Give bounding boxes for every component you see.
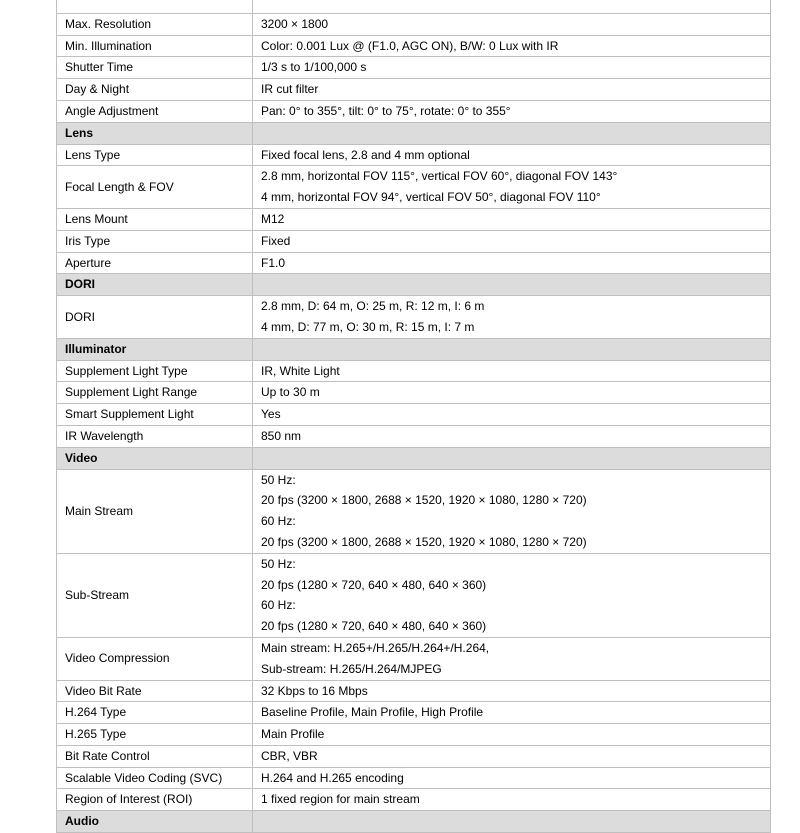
spec-label: Main Stream (57, 469, 253, 553)
spec-row-main-stream (57, 469, 771, 553)
spec-row-h-265-type (57, 724, 771, 746)
spec-value-line: 50 Hz: (261, 472, 296, 487)
section-fill (253, 338, 771, 360)
spec-label: Aperture (57, 252, 253, 274)
spec-value-line: 2.8 mm, D: 64 m, O: 25 m, R: 12 m, I: 6 m (261, 299, 485, 314)
spec-value (253, 702, 771, 724)
spec-row-focal-length-fov (57, 166, 771, 209)
spec-table (56, 0, 771, 833)
spec-label: Shutter Time (57, 57, 253, 79)
spec-value-line: 1 fixed region for main stream (261, 792, 420, 807)
section-header-video (57, 447, 771, 469)
spec-label: Lens Type (57, 144, 253, 166)
spec-value (253, 79, 771, 101)
spec-row-supplement-light-type (57, 360, 771, 382)
spec-label (57, 0, 253, 13)
spec-label: Sub-Stream (57, 553, 253, 637)
section-fill (253, 811, 771, 833)
section-fill (253, 447, 771, 469)
spec-value (253, 404, 771, 426)
spec-value (253, 57, 771, 79)
spec-value-line: 60 Hz: (261, 514, 296, 529)
spec-value-line: F1.0 (261, 255, 286, 270)
spec-value-line: 4 mm, horizontal FOV 94°, vertical FOV 50°, diagonal FOV 110° (261, 190, 601, 205)
section-header-audio (57, 811, 771, 833)
spec-value-line: CBR, VBR (261, 748, 318, 763)
spec-label: Video Compression (57, 637, 253, 680)
spec-value-line: Main stream: H.265+/H.265/H.264+/H.264, (261, 640, 490, 655)
spec-value-line: IR, White Light (261, 363, 340, 378)
spec-row-day-night (57, 79, 771, 101)
spec-value-line: Color: 0.001 Lux @ (F1.0, AGC ON), B/W: 0 Lux with IR (261, 38, 559, 53)
spec-row-smart-supplement-light (57, 404, 771, 426)
spec-row-video-bit-rate (57, 680, 771, 702)
spec-label: Angle Adjustment (57, 100, 253, 122)
spec-label: DORI (57, 296, 253, 339)
spec-label: Region of Interest (ROI) (57, 789, 253, 811)
spec-row-angle-adjustment (57, 100, 771, 122)
spec-value-line: 1/3 s to 1/100,000 s (261, 60, 367, 75)
spec-value (253, 144, 771, 166)
section-fill (253, 122, 771, 144)
spec-label: H.265 Type (57, 724, 253, 746)
spec-label: Min. Illumination (57, 35, 253, 57)
spec-row-iris-type (57, 230, 771, 252)
spec-value-line: 850 nm (261, 428, 302, 443)
spec-value (253, 166, 771, 209)
spec-row-shutter-time (57, 57, 771, 79)
spec-value-line: 20 fps (3200 × 1800, 2688 × 1520, 1920 × 1080, 1280 × 720) (261, 493, 587, 508)
spec-value (253, 637, 771, 680)
spec-value-line: 3200 × 1800 (261, 16, 329, 31)
spec-row-blank (57, 0, 771, 13)
spec-value (253, 382, 771, 404)
spec-value-line: Yes (261, 407, 281, 422)
spec-label: Video Bit Rate (57, 680, 253, 702)
spec-value-line: Fixed focal lens, 2.8 and 4 mm optional (261, 147, 470, 162)
section-title: Video (57, 447, 253, 469)
spec-value-line: 20 fps (3200 × 1800, 2688 × 1520, 1920 × 1080, 1280 × 720) (261, 534, 587, 549)
spec-value-line: 60 Hz: (261, 598, 296, 613)
spec-row-min-illumination (57, 35, 771, 57)
spec-label: Max. Resolution (57, 13, 253, 35)
spec-value (253, 680, 771, 702)
spec-label: Bit Rate Control (57, 745, 253, 767)
spec-value (253, 0, 771, 13)
spec-value-line: 20 fps (1280 × 720, 640 × 480, 640 × 360) (261, 619, 487, 634)
spec-value-line: Fixed (261, 233, 291, 248)
section-fill (253, 274, 771, 296)
spec-value-line: 2.8 mm, horizontal FOV 115°, vertical FOV 60°, diagonal FOV 143° (261, 169, 618, 184)
spec-value-line: IR cut filter (261, 82, 319, 97)
spec-row-bit-rate-control (57, 745, 771, 767)
section-title: Audio (57, 811, 253, 833)
spec-label: Smart Supplement Light (57, 404, 253, 426)
spec-label: Scalable Video Coding (SVC) (57, 767, 253, 789)
spec-row-max-resolution (57, 13, 771, 35)
spec-value (253, 252, 771, 274)
spec-value (253, 13, 771, 35)
spec-value (253, 745, 771, 767)
spec-label: Focal Length & FOV (57, 166, 253, 209)
spec-value (253, 296, 771, 339)
spec-label: Iris Type (57, 230, 253, 252)
section-header-dori (57, 274, 771, 296)
spec-row-supplement-light-range (57, 382, 771, 404)
spec-value (253, 100, 771, 122)
spec-row-lens-mount (57, 208, 771, 230)
spec-value-line (261, 0, 770, 13)
spec-row-lens-type (57, 144, 771, 166)
spec-value (253, 469, 771, 553)
spec-value (253, 425, 771, 447)
spec-row-video-compression (57, 637, 771, 680)
spec-value-line: 32 Kbps to 16 Mbps (261, 683, 368, 698)
spec-value-line: Baseline Profile, Main Profile, High Profile (261, 705, 484, 720)
spec-value-line: Main Profile (261, 727, 325, 742)
spec-value-line: Pan: 0° to 355°, tilt: 0° to 75°, rotate: 0° to 355° (261, 103, 511, 118)
spec-row-dori (57, 296, 771, 339)
spec-value-line: H.264 and H.265 encoding (261, 770, 404, 785)
spec-label: Day & Night (57, 79, 253, 101)
section-title: Illuminator (57, 338, 253, 360)
spec-label: Supplement Light Type (57, 360, 253, 382)
section-header-illuminator (57, 338, 771, 360)
spec-value-line: 4 mm, D: 77 m, O: 30 m, R: 15 m, I: 7 m (261, 319, 475, 334)
spec-label: IR Wavelength (57, 425, 253, 447)
spec-value-line: Sub-stream: H.265/H.264/MJPEG (261, 661, 442, 676)
spec-row-ir-wavelength (57, 425, 771, 447)
spec-value-line: M12 (261, 211, 285, 226)
spec-value (253, 553, 771, 637)
spec-row-h-264-type (57, 702, 771, 724)
spec-label: Lens Mount (57, 208, 253, 230)
spec-label: Supplement Light Range (57, 382, 253, 404)
spec-value (253, 767, 771, 789)
spec-row-aperture (57, 252, 771, 274)
spec-label: H.264 Type (57, 702, 253, 724)
spec-value (253, 208, 771, 230)
spec-value (253, 360, 771, 382)
spec-value-line: 50 Hz: (261, 556, 296, 571)
section-title: Lens (57, 122, 253, 144)
section-title: DORI (57, 274, 253, 296)
spec-row-scalable-video-coding-svc (57, 767, 771, 789)
spec-value-line: 20 fps (1280 × 720, 640 × 480, 640 × 360) (261, 577, 487, 592)
section-header-lens (57, 122, 771, 144)
spec-value (253, 724, 771, 746)
spec-value (253, 35, 771, 57)
spec-row-sub-stream (57, 553, 771, 637)
spec-value (253, 230, 771, 252)
spec-value-line: Up to 30 m (261, 385, 320, 400)
